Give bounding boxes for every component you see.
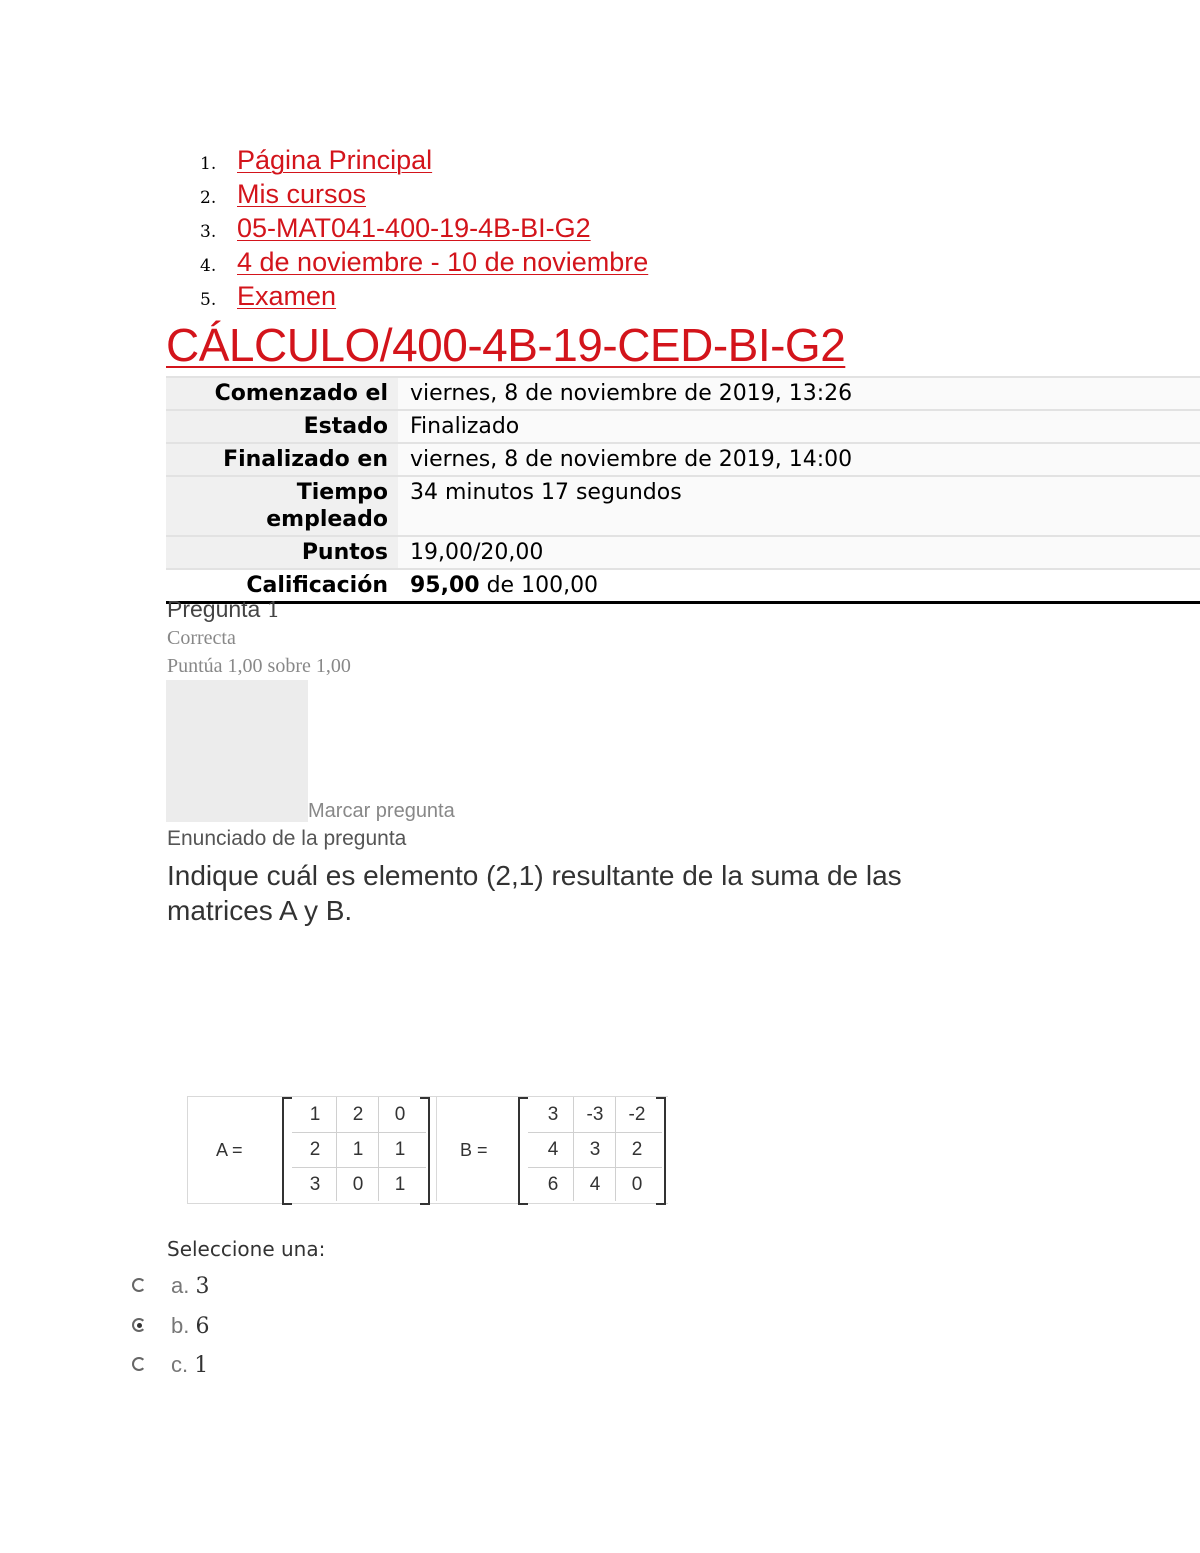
matrix-b-cell: 3 <box>589 1139 601 1160</box>
summary-value: Finalizado <box>398 410 1200 443</box>
matrix-a-cell: 0 <box>394 1104 406 1125</box>
breadcrumb-link-home[interactable]: Página Principal <box>237 145 433 175</box>
question-number-value: 1 <box>266 598 281 622</box>
matrix-a-left-bracket <box>282 1097 292 1205</box>
breadcrumb-link-my-courses[interactable]: Mis cursos <box>237 179 367 209</box>
matrix-a-cell: 2 <box>352 1104 364 1125</box>
matrix-b-left-bracket <box>518 1097 528 1205</box>
answer-label <box>171 1352 208 1378</box>
summary-label: Comenzado el <box>166 377 398 410</box>
summary-row-grade <box>166 569 1200 603</box>
matrix-a-right-bracket <box>420 1097 430 1205</box>
question-grade: Puntúa 1,00 sobre 1,00 <box>167 655 351 677</box>
breadcrumb-number: 5. <box>200 290 217 310</box>
grade-suffix: de 100,00 <box>479 573 599 598</box>
matrix-b-cell: 6 <box>547 1174 559 1195</box>
summary-label-line: Tiempo <box>296 480 388 505</box>
summary-value <box>398 569 1200 603</box>
answer-letter: b. <box>171 1313 190 1338</box>
page-title[interactable]: CÁLCULO/400-4B-19-CED-BI-G2 <box>166 319 846 371</box>
summary-label <box>166 476 398 536</box>
question-state: Correcta <box>167 627 236 649</box>
matrix-a-cell: 1 <box>394 1174 406 1195</box>
matrix-b-cell: 2 <box>631 1139 643 1160</box>
summary-label: Puntos <box>166 536 398 569</box>
matrix-b-cell: -2 <box>628 1104 646 1125</box>
breadcrumb-number: 3. <box>200 222 217 242</box>
summary-label: Finalizado en <box>166 443 398 476</box>
breadcrumb-item <box>200 245 648 279</box>
summary-value: viernes, 8 de noviembre de 2019, 14:00 <box>398 443 1200 476</box>
question-text: Indique cuál es elemento (2,1) resultante de la suma de las matrices A y B. <box>167 860 902 926</box>
question-heading: Enunciado de la pregunta <box>167 827 407 850</box>
matrix-a-cell: 1 <box>309 1104 321 1125</box>
summary-row-state <box>166 410 1200 443</box>
flag-question-link[interactable]: Marcar pregunta <box>308 800 455 822</box>
breadcrumb-number: 2. <box>200 188 217 208</box>
breadcrumb-item <box>200 211 648 245</box>
matrix-a-cell: 1 <box>352 1139 364 1160</box>
summary-label: Calificación <box>166 569 398 603</box>
answer-label <box>171 1313 209 1339</box>
breadcrumb-item <box>200 177 648 211</box>
summary-label: Estado <box>166 410 398 443</box>
select-prompt: Seleccione una: <box>167 1237 326 1261</box>
radio-button[interactable] <box>132 1357 146 1371</box>
summary-label-line: empleado <box>266 507 388 532</box>
breadcrumb-number: 4. <box>200 256 217 276</box>
summary-row-started <box>166 377 1200 410</box>
answer-letter: a. <box>171 1273 190 1298</box>
breadcrumb-link-week[interactable]: 4 de noviembre - 10 de noviembre <box>237 247 649 277</box>
breadcrumb-number: 1. <box>200 154 217 174</box>
answer-label <box>171 1273 209 1299</box>
breadcrumb-link-exam[interactable]: Examen <box>237 281 337 311</box>
summary-value: viernes, 8 de noviembre de 2019, 13:26 <box>398 377 1200 410</box>
answer-letter: c. <box>171 1352 189 1377</box>
question-label: Pregunta <box>167 596 261 622</box>
summary-row-points <box>166 536 1200 569</box>
matrix-b-right-bracket <box>656 1097 666 1205</box>
radio-button[interactable] <box>132 1278 146 1292</box>
answer-value: 3 <box>195 1274 210 1299</box>
matrix-b-cell: 3 <box>547 1104 559 1125</box>
matrix-a-cell: 2 <box>309 1139 321 1160</box>
grade-value: 95,00 <box>410 573 480 598</box>
flag-icon[interactable] <box>166 680 308 822</box>
matrix-a-cell: 0 <box>352 1174 364 1195</box>
answer-value: 6 <box>195 1314 210 1339</box>
breadcrumb-item <box>200 279 648 313</box>
answer-value: 1 <box>194 1353 209 1378</box>
matrix-b-cell: -3 <box>586 1104 604 1125</box>
matrix-divider <box>436 1097 437 1201</box>
matrix-b-cell: 4 <box>547 1139 559 1160</box>
matrix-b-cell: 4 <box>589 1174 601 1195</box>
matrix-b-cell: 0 <box>631 1174 643 1195</box>
matrix-table <box>187 1096 668 1204</box>
summary-row-time <box>166 476 1200 536</box>
summary-row-finished <box>166 443 1200 476</box>
summary-value: 19,00/20,00 <box>398 536 1200 569</box>
breadcrumb <box>200 143 648 313</box>
breadcrumb-link-course[interactable]: 05-MAT041-400-19-4B-BI-G2 <box>237 213 591 243</box>
breadcrumb-item <box>200 143 648 177</box>
summary-value: 34 minutos 17 segundos <box>398 476 1200 536</box>
matrix-a-cell: 1 <box>394 1139 406 1160</box>
radio-button-checked[interactable] <box>132 1318 146 1332</box>
matrix-b-label: B = <box>460 1140 488 1160</box>
question-number <box>167 596 280 623</box>
matrix-a-cell: 3 <box>309 1174 321 1195</box>
matrix-a-label: A = <box>216 1140 243 1160</box>
attempt-summary-table <box>166 376 1200 604</box>
